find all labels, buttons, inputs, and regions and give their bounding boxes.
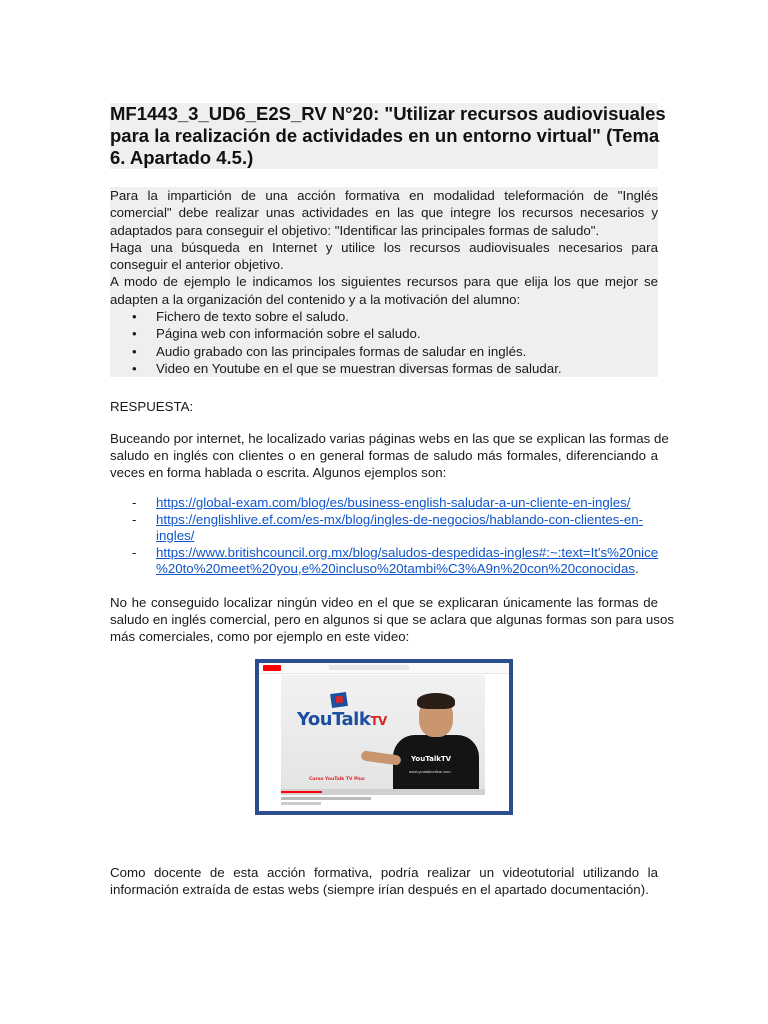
video-para-line: más comerciales, como por ejemplo en este video: <box>110 629 410 644</box>
title-line: para la realización de actividades en un entorno virtual" (Tema <box>110 125 660 146</box>
britishcouncil-link[interactable]: https://www.britishcouncil.org.mx/blog/saludos-despedidas-ingles#:~:text=It's%20nice %20to%20meet%20you,e%20incluso%20tambi%C3%A9n%20con%20conocidas <box>156 544 659 576</box>
answer-intro <box>110 430 669 481</box>
resource-list-item: • Fichero de texto sobre el saludo. <box>110 308 658 325</box>
intro-line: saludo en inglés con clientes o en general formas de saludo más formales, diferenciando a <box>110 448 658 463</box>
prompt-line: adaptados para conseguir el objetivo: "Identificar las principales formas de saludo". <box>110 222 600 238</box>
respuesta-label: RESPUESTA: <box>110 399 194 414</box>
englishlive-link[interactable]: https://englishlive.ef.com/es-mx/blog/ingles-de-negocios/hablando-con-clientes-en- ingles/ <box>156 511 644 543</box>
video-para-line: No he conseguido localizar ningún video en el que se explicaran únicamente las formas de <box>110 595 658 610</box>
list-dash: - <box>132 511 137 527</box>
title-line: MF1443_3_UD6_E2S_RV N°20: "Utilizar recursos audiovisuales <box>110 103 666 124</box>
closing-paragraph <box>110 864 658 898</box>
shirt-url: www.youtalkonline.com <box>409 769 451 774</box>
resource-list-item: • Video en Youtube en el que se muestran diversas formas de saludar. <box>110 360 658 377</box>
closing-line: información extraída de estas webs (siempre irían después en el apartado documentación). <box>110 882 649 897</box>
video-frame[interactable] <box>281 675 485 789</box>
exercise-prompt <box>110 187 658 377</box>
prompt-line: A modo de ejemplo le indicamos los siguientes recursos para que elija los que mejor se <box>110 274 658 290</box>
list-dash: - <box>132 544 137 560</box>
video-paragraph <box>110 594 674 645</box>
link-list-item <box>110 545 670 578</box>
chat-bubble-icon <box>330 692 348 708</box>
resource-list-item: • Audio grabado con las principales formas de saludar en inglés. <box>110 343 658 360</box>
presenter-hair <box>417 693 455 709</box>
title-line: 6. Apartado 4.5.) <box>110 147 254 168</box>
search-bar <box>329 665 409 670</box>
video-para-line: saludo en inglés comercial, pero en algunos si que se aclara que algunas formas son para usos <box>110 612 674 627</box>
brand-logo: YouTalkTV <box>297 709 387 730</box>
link-suffix: . <box>635 561 639 576</box>
prompt-line: conseguir el anterior objetivo. <box>110 257 284 273</box>
youtube-page <box>259 663 509 811</box>
resource-list <box>110 308 658 377</box>
prompt-line: Para la impartición de una acción formativa en modalidad teleformación de "Inglés <box>110 188 658 203</box>
resource-list-item: • Página web con información sobre el saludo. <box>110 325 658 342</box>
youtube-top-bar <box>259 663 509 674</box>
youtube-logo-icon <box>263 665 281 671</box>
prompt-line: comercial" debe realizar unas actividades en las que integre los recursos necesarios y <box>110 205 658 221</box>
list-dash: - <box>132 495 137 510</box>
closing-line: Como docente de esta acción formativa, podría realizar un videotutorial utilizando la <box>110 865 658 880</box>
player-controls[interactable] <box>281 789 485 795</box>
link-list <box>110 495 670 578</box>
shirt-logo: YouTalkTV <box>411 755 452 763</box>
intro-line: Buceando por internet, he localizado varias páginas webs en las que se explican las formas de <box>110 431 669 446</box>
exercise-title <box>110 103 666 169</box>
video-caption: Curso YouTalk TV Plus <box>309 777 365 782</box>
video-title-line <box>281 797 371 800</box>
video-screenshot[interactable] <box>255 659 513 815</box>
channel-line <box>281 802 321 805</box>
prompt-line: Haga una búsqueda en Internet y utilice los recursos audiovisuales necesarios para <box>110 239 658 255</box>
link-list-item <box>110 495 670 512</box>
prompt-line: adapten a la organización del contenido y a la motivación del alumno: <box>110 291 521 307</box>
progress-bar[interactable] <box>281 791 322 793</box>
link-list-item <box>110 512 670 545</box>
intro-line: veces en forma hablada o escrita. Algunos ejemplos son: <box>110 465 447 480</box>
global-exam-link[interactable]: https://global-exam.com/blog/es/business-english-saludar-a-un-cliente-en-ingles/ <box>156 495 631 510</box>
